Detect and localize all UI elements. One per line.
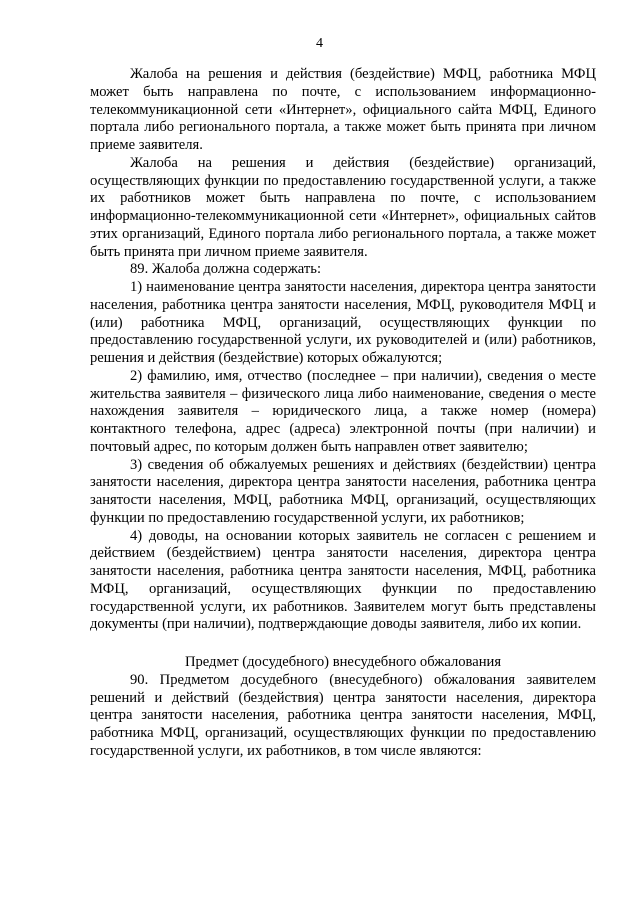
paragraph-89-intro: 89. Жалоба должна содержать: bbox=[130, 261, 321, 278]
list-item-4: 4) доводы, на основании которых заявитель не согласен с решением и действием (бездействием) центра занятости населения, директора центра занятости населения, работника центра занятости населения, МФЦ, работника МФЦ, организаций, осуществляющих функции по предоставлению государственной услуги, их работников. Заявителем могут быть представлены документы (при наличии), подтверждающие доводы заявителя, либо их копии. bbox=[90, 527, 596, 633]
paragraph-mfc-complaint: Жалоба на решения и действия (бездействие) МФЦ, работника МФЦ может быть направлена по почте, с использованием информационно-телекоммуникационной сети «Интернет», официального сайта МФЦ, Единого портала либо регионального портала, а также может быть принята при личном приеме заявителя. bbox=[90, 66, 596, 153]
list-item-1: 1) наименование центра занятости населения, директора центра занятости населения, работника центра занятости населения, МФЦ, руководителя МФЦ и (или) работника МФЦ, организаций, осуществляющих функции по предоставлению государственной услуги, их руководителей и (или) работников, решения и действия (бездействие) которых обжалуются; bbox=[90, 279, 596, 366]
document-body bbox=[90, 66, 596, 761]
list-item-2: 2) фамилию, имя, отчество (последнее – при наличии), сведения о месте жительства заявителя – физического лица либо наименование, сведения о месте нахождения заявителя – юридического лица, а также номер (номера) контактного телефона, адрес (адреса) электронной почты (при наличии) и почтовый адрес, по которым должен быть направлен ответ заявителю; bbox=[90, 367, 596, 455]
paragraph-organizations-complaint: Жалоба на решения и действия (бездействие) организаций, осуществляющих функции по предоставлению государственной услуги, а также их работников может быть направлена по почте, с использованием информационно-телекоммуникационной сети «Интернет», официальных сайтов этих организаций, Единого портала либо регионального портала, а также может быть принята при личном приеме заявителя. bbox=[90, 154, 596, 260]
page-number: 4 bbox=[316, 36, 323, 51]
list-item-3: 3) сведения об обжалуемых решениях и действиях (бездействии) центра занятости населения, директора центра занятости населения, работника центра занятости населения, МФЦ, работника МФЦ, организаций, осуществляющих функции по предоставлению государственной услуги, их работников; bbox=[90, 456, 596, 526]
paragraph-90: 90. Предметом досудебного (внесудебного) обжалования заявителем решений и действий (бездействия) центра занятости населения, директора центра занятости населения, работника центра занятости населения, МФЦ, работника МФЦ, организаций, осуществляющих функции по предоставлению государственной услуги, их работников, в том числе являются: bbox=[90, 671, 596, 759]
section-heading: Предмет (досудебного) внесудебного обжалования bbox=[184, 654, 502, 670]
